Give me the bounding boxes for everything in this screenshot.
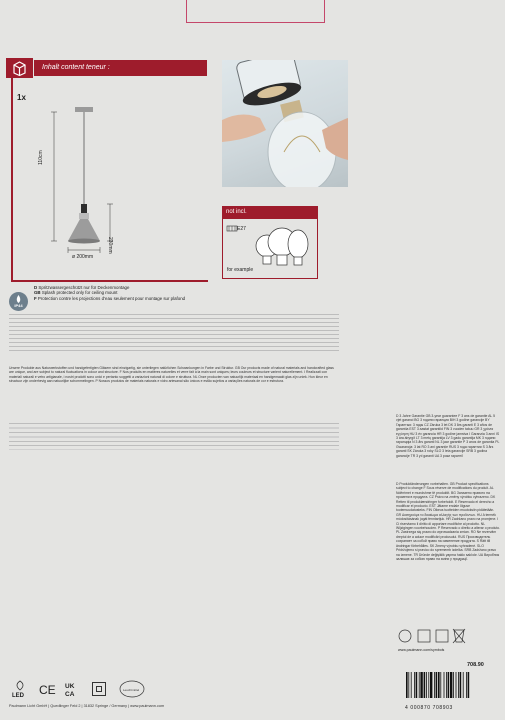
protection-class-ii-icon <box>92 682 106 696</box>
footer-address: Paulmann Licht GmbH | Quedlinger Feld 2 | 31832 Springe / Germany | www.paulmann.com <box>9 704 165 708</box>
ip-notice-gb: Splash protected only for ceiling mount <box>41 290 118 296</box>
height-dimension-label: 110cm <box>38 150 44 165</box>
disposal-symbols <box>398 626 468 646</box>
symbols-url[interactable]: www.paulmann.com/symbols <box>398 648 445 652</box>
ip-notice-fr: Protection contre les projections d’eau seulement pour montage sur plafond <box>37 295 186 301</box>
contents-header: Inhalt content teneur : <box>34 60 207 76</box>
led-mark-icon <box>9 680 31 698</box>
diameter-label: ø 200mm <box>72 254 94 260</box>
for-example-label: for example <box>227 267 254 273</box>
sun-symbol-icon <box>399 630 411 642</box>
svg-text:UK: UK <box>65 683 75 690</box>
led-mark-label: LED <box>12 693 24 698</box>
barcode-number: 4 000870 708903 <box>405 705 453 711</box>
hang-tab-cutout <box>186 0 325 23</box>
ip44-label: IP44 <box>14 303 23 308</box>
ip44-badge <box>9 292 28 311</box>
ip-notice-de: Spritzwassergeschützt nur für Deckenmontage <box>38 285 130 290</box>
example-bulbs-icon <box>250 226 314 274</box>
ean-barcode <box>405 672 495 711</box>
ce-mark-icon <box>38 682 60 696</box>
contents-frame-left <box>11 78 13 281</box>
natural-materials-fineprint <box>9 422 339 450</box>
not-included-header: not incl. <box>222 206 318 218</box>
ip-multilingual-fineprint <box>9 313 339 353</box>
contents-frame-bottom <box>11 280 208 282</box>
shade-height-label: 230mm <box>107 237 113 254</box>
package-box-icon <box>6 58 33 78</box>
article-number: 708.90 <box>467 662 484 668</box>
class-symbol-icon <box>436 630 448 642</box>
pendant-lamp-illustration <box>34 100 194 275</box>
warranty-notice: D 3 Jahre Garantie GB 3-year guarantee F 3 ans de garantie AL 5 vjet garanci BG 3 години гаранция BIH 3 godine garancije BY Гарантыя: 3 гады CZ Záruka 3 let DK 3 års garanti E 3 años de garantía EST 3 aastat garantiid FIN 3 vuoden takuu GR 3 χρόνια εγγύηση HU 3 év garancia HR 3 godine jamstva I Garanzia 3 anni IS 3 ára ábyrgð LT 3 metų garantija LV 3 gadu garantija MK 3 години гаранција N 3 års garanti NL 3 jaar garantie P 3 anos de garantia PL Gwarancja: 3 lat RO 3 ani garanție RUS 3 года гарантии S 3 års garanti SK Záruka 3 roky SLO 3 leta garancije SRB 3 godina garancije TR 3 yıl garanti UA 3 роки гарантії <box>396 414 500 458</box>
ukca-mark-icon <box>64 681 84 697</box>
indoor-symbol-icon <box>418 630 430 642</box>
recycling-mark-icon <box>118 679 146 699</box>
ip-notice: D Spritzwassergeschützt nur für Deckenmontage GB Splash protected only for ceiling mount F Protection contre les projections d’eau seulement pour montage sur plafond <box>34 285 186 301</box>
svg-text:CA: CA <box>65 691 75 697</box>
product-changes-notice: D Produktänderungen vorbehalten. GB Product specifications subject to change F Sous réserve de modifications du produit. AL Ndërrimet e mundshme të produktit. BG Запазено правото на промени в продукта. CZ Právo na změny výrobku vyhrazeno. DK Retten til produktændringer forbeholdt. E Reservado el derecho a modificar el producto. EST Jätame endale õiguse tootemuudatusteks. FIN Oikeus tuotteiden muutoksiin pidätetään. GR Διατηρούμε το δικαίωμα αλλαγής των προϊόντων. HU A termék módosításának jogát fenntartjuk. HR Zadržano pravo na promjene. I Ci riserviamo il diritto di apportare modifiche al prodotto. NL Wijzigingen voorbehouden. P Reservado o direito a alterar o produto. PL Zastrzega się prawo do wprowadzania zmian. RO Ne rezervăm dreptul de a aduce modificări produsului. RUS Производитель сохраняет за собой право на изменение продукта. S Rätt till ändringar förbehålles. SK Zmeny výrobku vyhradené. SLO Pridržujemo si pravico do sprememb izdelka. SRB Zadržano pravo na izmene. TR Üründe değişiklik yapma hakkı saklıdır. UA Виробник залишає за собою право на зміни у продукції. <box>396 482 500 561</box>
quantity-label: 1x <box>17 93 26 102</box>
bulb-installation-photo <box>222 60 348 187</box>
natural-materials-notice: Unsere Produkte aus Naturwerkstoffen und handgefertigten Gläsern sind einzigartig, sie unterliegen natürlichen Schwankungen in Farbe und Struktur. GB Our products made of natural materials and handcrafted glass are unique, and are subject to natural fluctuations in colour and structure. F Nos produits en matières naturelles et verre fait à la main sont uniques; leurs couleurs et structure varient naturellement. I Realizzati con materiali naturali e vetro artigianale, i nostri prodotti sono unici e pertanto soggetti a variazioni naturali di colore e struttura. NL Onze producten van natuurlijk materiaal en handgemaakt glas zijn uniek. Hun kleur en structuur zijn onderhevig aan natuurlijke schommelingen. P Nossos produtos de materiais naturais e vidro artesanal são únicos e estão sujeitos a variações naturais de cor e estrutura. <box>9 366 334 384</box>
recycling-mark-label: Leuchtmittel <box>123 688 140 692</box>
socket-type-label: E27 <box>237 226 246 232</box>
ce-mark-label: CE <box>39 683 56 696</box>
